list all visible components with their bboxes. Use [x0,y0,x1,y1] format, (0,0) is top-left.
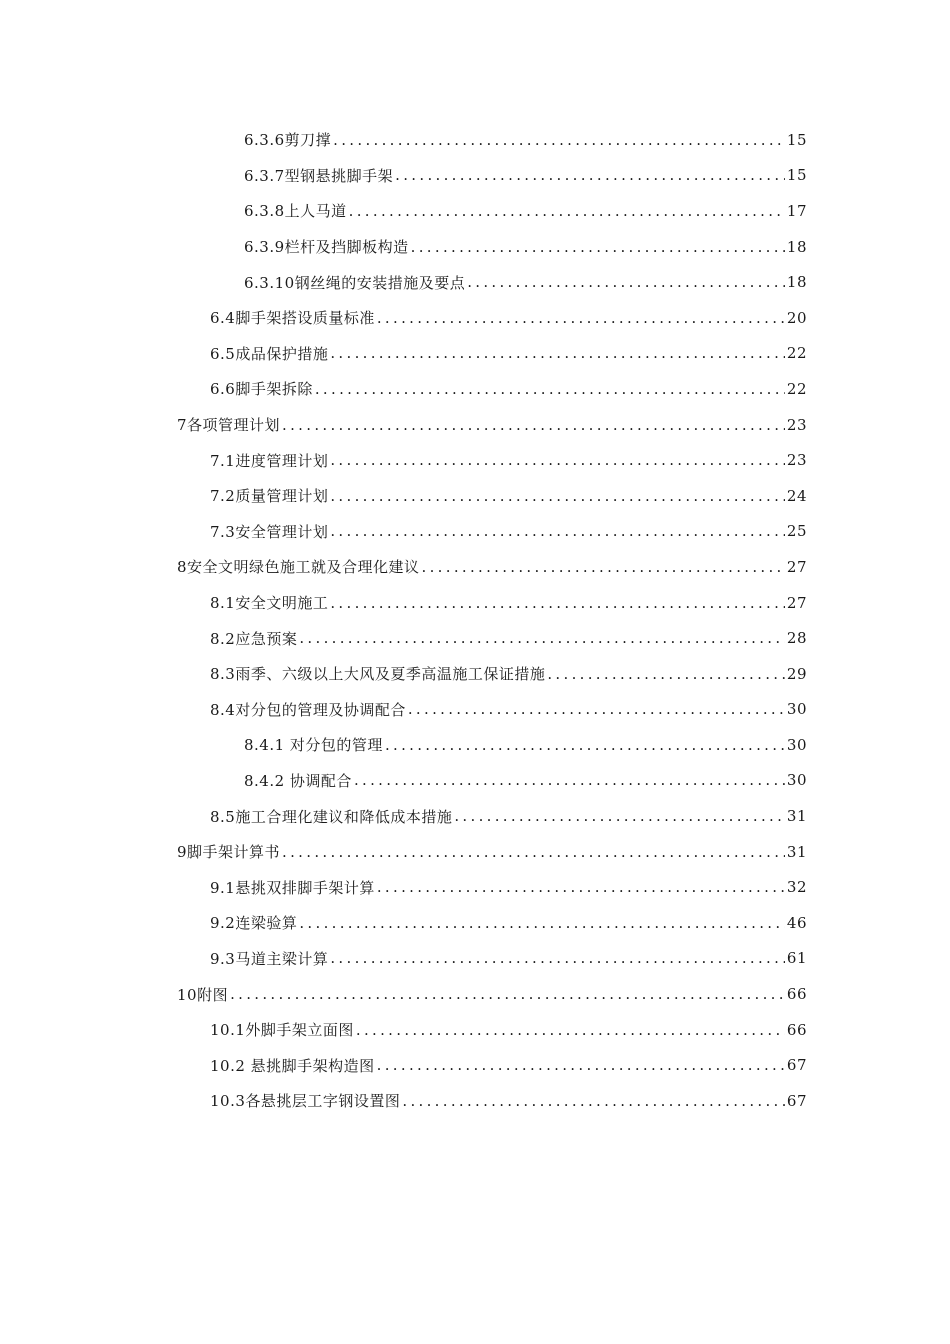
toc-entry-page-number: 30 [786,700,807,719]
toc-entry-title: 9.2连梁验算 [210,914,298,933]
toc-dot-leader [282,843,785,861]
toc-entry[interactable] [0,407,950,443]
toc-entry[interactable] [0,264,950,300]
toc-entry-title: 7各项管理计划 [177,416,281,435]
toc-dot-leader [330,949,785,967]
toc-entry[interactable] [0,371,950,407]
toc-dot-leader [230,985,785,1003]
toc-entry-title: 8.5施工合理化建议和降低成本措施 [210,807,453,826]
toc-entry[interactable] [0,1012,950,1048]
toc-entry-title: 7.2质量管理计划 [210,487,329,506]
toc-dot-leader [356,1021,785,1039]
toc-dot-leader [333,131,785,149]
toc-entry-page-number: 66 [786,985,807,1004]
toc-dot-leader [411,238,785,256]
toc-dot-leader [349,202,785,220]
toc-dot-leader [330,487,785,505]
toc-entry[interactable] [0,300,950,336]
toc-dot-leader [315,380,785,398]
toc-entry[interactable] [0,585,950,621]
toc-entry-title: 9脚手架计算书 [177,843,281,862]
toc-entry[interactable] [0,1083,950,1119]
toc-entry[interactable] [0,692,950,728]
toc-entry[interactable] [0,514,950,550]
toc-dot-leader [330,594,785,612]
toc-entry[interactable] [0,976,950,1012]
toc-entry-page-number: 17 [786,201,807,220]
toc-dot-leader [330,522,785,540]
toc-entry[interactable] [0,620,950,656]
toc-entry-title: 8.3雨季、六级以上大风及夏季高温施工保证措施 [210,665,546,684]
toc-entry-title: 6.3.7型钢悬挑脚手架 [244,166,394,185]
toc-entry-page-number: 27 [786,557,807,576]
toc-entry-page-number: 23 [786,415,807,434]
toc-entry-title: 8.4对分包的管理及协调配合 [210,700,406,719]
toc-entry-title: 6.3.10钢丝绳的安装措施及要点 [244,273,466,292]
toc-entry-title: 6.5成品保护措施 [210,344,329,363]
toc-entry-title: 7.1进度管理计划 [210,451,329,470]
toc-entry-page-number: 28 [786,629,807,648]
toc-entry-page-number: 25 [786,522,807,541]
toc-entry[interactable] [0,727,950,763]
toc-entry[interactable] [0,834,950,870]
toc-entry-page-number: 30 [786,735,807,754]
toc-entry[interactable] [0,763,950,799]
toc-dot-leader [282,416,785,434]
toc-entry[interactable] [0,193,950,229]
toc-entry[interactable] [0,941,950,977]
toc-dot-leader [377,309,785,327]
toc-dot-leader [330,451,785,469]
toc-dot-leader [395,166,785,184]
toc-entry[interactable] [0,798,950,834]
toc-entry[interactable] [0,869,950,905]
toc-entry[interactable] [0,1047,950,1083]
toc-entry-title: 8.2应急预案 [210,629,298,648]
toc-entry-page-number: 66 [786,1020,807,1039]
toc-entry-page-number: 29 [786,664,807,683]
toc-entry-page-number: 22 [786,379,807,398]
toc-dot-leader [377,878,785,896]
toc-entry-title: 6.6脚手架拆除 [210,380,313,399]
toc-entry[interactable] [0,158,950,194]
toc-entry-title: 8.4.1 对分包的管理 [244,736,383,755]
toc-entry-page-number: 30 [786,771,807,790]
toc-entry-page-number: 67 [786,1056,807,1075]
toc-entry-title: 7.3安全管理计划 [210,522,329,541]
toc-dot-leader [385,736,785,754]
toc-entry-page-number: 18 [786,237,807,256]
toc-entry-page-number: 32 [786,878,807,897]
table-of-contents [0,122,950,1119]
toc-entry-page-number: 23 [786,451,807,470]
toc-entry-page-number: 27 [786,593,807,612]
toc-dot-leader [299,629,785,647]
toc-entry-title: 6.3.8上人马道 [244,202,347,221]
toc-dot-leader [454,807,785,825]
toc-entry-title: 10附图 [177,985,229,1004]
toc-entry-page-number: 20 [786,308,807,327]
toc-entry-page-number: 46 [786,913,807,932]
toc-entry-page-number: 24 [786,486,807,505]
toc-entry[interactable] [0,549,950,585]
toc-entry[interactable] [0,478,950,514]
toc-dot-leader [408,700,785,718]
toc-entry-page-number: 15 [786,166,807,185]
toc-entry[interactable] [0,442,950,478]
toc-entry-title: 8.4.2 协调配合 [244,771,352,790]
toc-entry-page-number: 31 [786,842,807,861]
toc-entry-page-number: 31 [786,807,807,826]
toc-dot-leader [330,344,785,362]
toc-dot-leader [422,558,785,576]
toc-entry-page-number: 67 [786,1091,807,1110]
toc-entry-title: 8.1安全文明施工 [210,594,329,613]
toc-dot-leader [467,273,785,291]
toc-entry-title: 10.3各悬挑层工字钢设置图 [210,1092,401,1111]
toc-entry-title: 6.3.9栏杆及挡脚板构造 [244,238,409,257]
toc-dot-leader [354,771,785,789]
toc-entry-title: 10.2 悬挑脚手架构造图 [210,1056,375,1075]
toc-entry[interactable] [0,656,950,692]
toc-entry-page-number: 18 [786,273,807,292]
toc-entry-page-number: 22 [786,344,807,363]
toc-entry-title: 10.1外脚手架立面图 [210,1021,354,1040]
toc-entry[interactable] [0,336,950,372]
toc-entry[interactable] [0,122,950,158]
toc-entry-title: 8安全文明绿色施工就及合理化建议 [177,558,420,577]
toc-entry-title: 9.1悬挑双排脚手架计算 [210,878,375,897]
toc-dot-leader [299,914,785,932]
toc-entry-title: 6.4脚手架搭设质量标准 [210,309,375,328]
toc-entry-page-number: 15 [786,130,807,149]
toc-entry[interactable] [0,229,950,265]
toc-entry[interactable] [0,905,950,941]
toc-dot-leader [402,1092,785,1110]
toc-entry-page-number: 61 [786,949,807,968]
toc-dot-leader [377,1056,785,1074]
toc-entry-title: 9.3马道主梁计算 [210,949,329,968]
toc-entry-title: 6.3.6剪刀撑 [244,131,332,150]
toc-dot-leader [547,665,785,683]
